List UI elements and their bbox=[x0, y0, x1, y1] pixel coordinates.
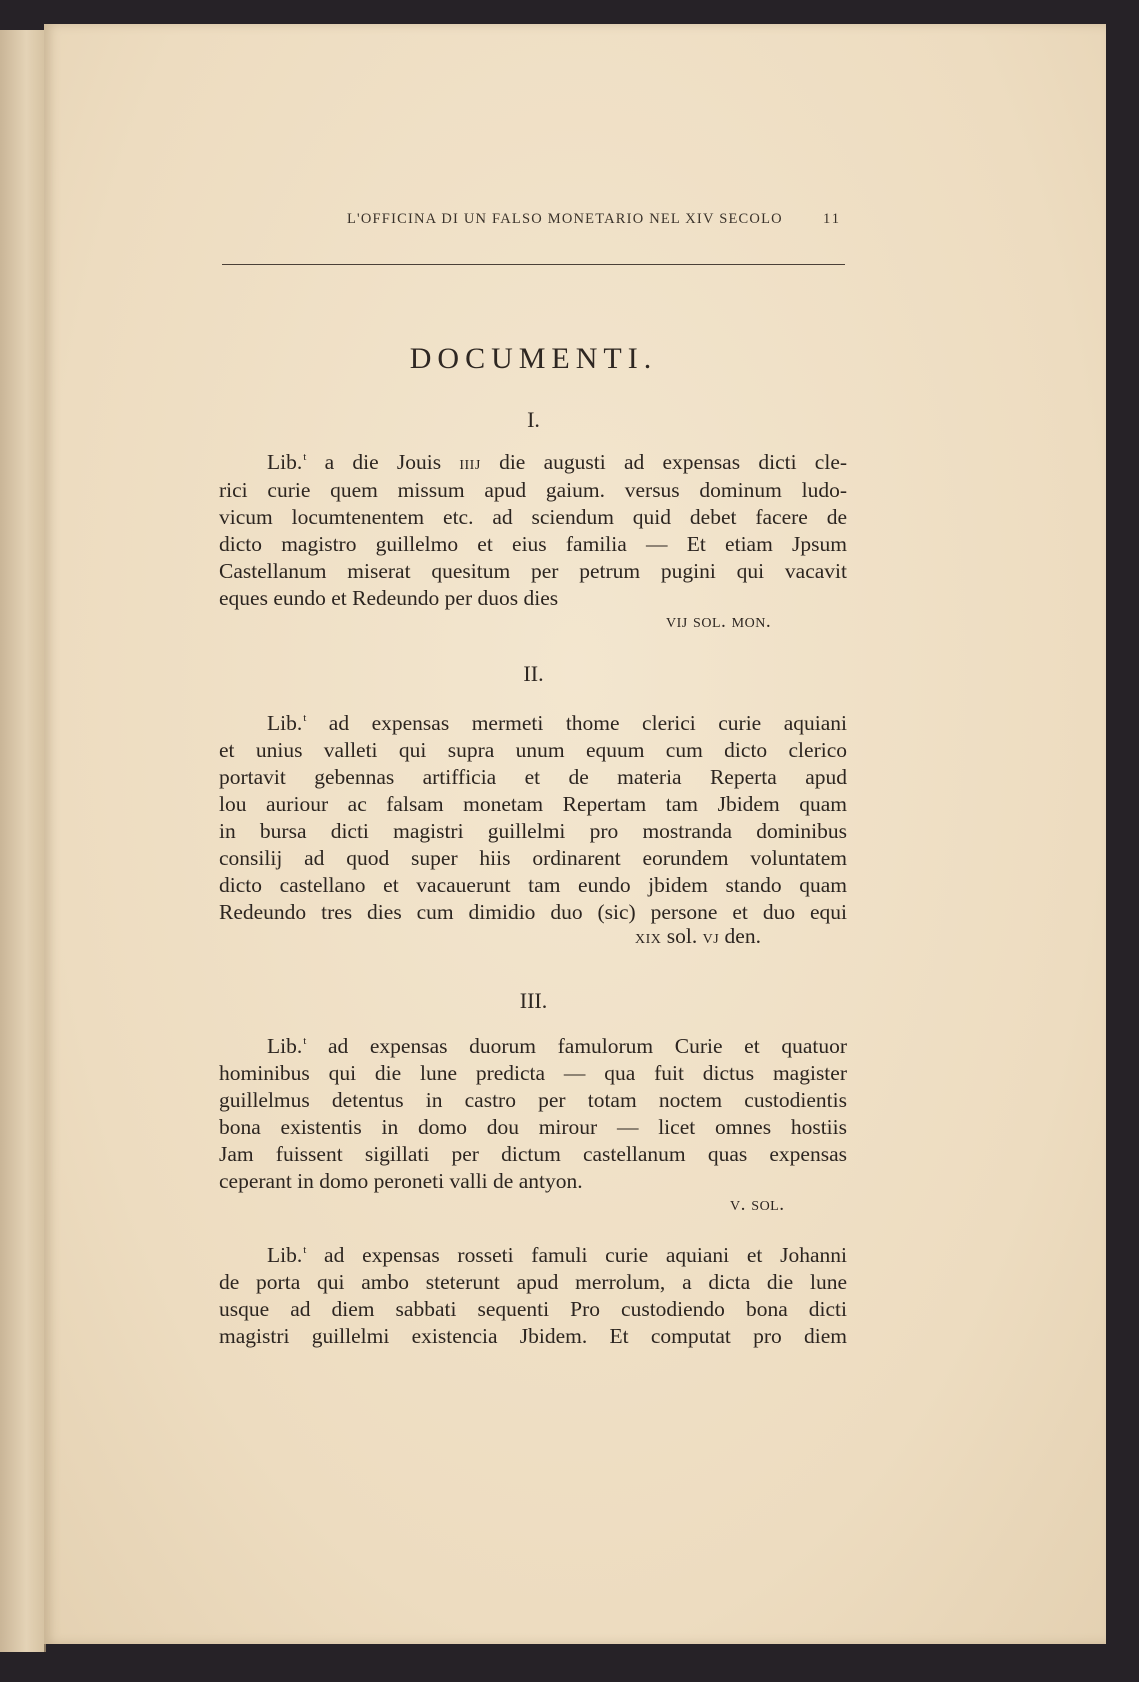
text-line: consilij ad quod super hiis ordinarent eorundem voluntatem bbox=[219, 846, 847, 870]
text-line: lou auriour ac falsam monetam Repertam tam Jbidem quam bbox=[219, 792, 847, 816]
text-fragment: die augusti ad expensas dicti cle- bbox=[499, 450, 848, 474]
document-3b-text bbox=[219, 1237, 847, 1350]
text-line: magistri guillelmi existencia Jbidem. Et computat pro diem bbox=[219, 1324, 847, 1348]
amount-text: vij sol. mon. bbox=[666, 611, 772, 632]
running-head-title: L'OFFICINA DI UN FALSO MONETARIO NEL XIV SECOLO bbox=[347, 211, 783, 227]
text-line: Jam fuissent sigillati per dictum castellanum quas expensas bbox=[219, 1142, 847, 1166]
text-line: guillelmus detentus in castro per totam noctem custodientis bbox=[219, 1088, 847, 1112]
text-line: in bursa dicti magistri guillelmi pro mostranda dominibus bbox=[219, 819, 847, 843]
text-fragment: ad expensas rosseti famuli curie aquiani et Johanni bbox=[324, 1243, 848, 1267]
text-fragment: a die Jouis bbox=[324, 450, 442, 474]
lib-abbrev: Lib. bbox=[267, 450, 303, 474]
text-line: vicum locumtenentem etc. ad sciendum quid debet facere de bbox=[219, 505, 847, 529]
roman-numeral: xix bbox=[635, 927, 662, 948]
text-line: ceperant in domo peroneti valli de antyon. bbox=[219, 1169, 583, 1193]
text-line: bona existentis in domo dou mirour — licet omnes hostiis bbox=[219, 1115, 847, 1139]
roman-numeral: iiij bbox=[459, 453, 481, 474]
document-1-text bbox=[219, 444, 847, 612]
lib-sup: t bbox=[303, 1035, 307, 1047]
text-line: de porta qui ambo steterunt apud merrolum, a dicta die lune bbox=[219, 1270, 847, 1294]
text-line: usque ad diem sabbati sequenti Pro custodiendo bona dicti bbox=[219, 1297, 847, 1321]
text-line bbox=[219, 1028, 847, 1060]
document-3-amount bbox=[730, 1191, 785, 1216]
document-numeral-2: II. bbox=[523, 661, 544, 686]
text-fragment: ad expensas duorum famulorum Curie et quatuor bbox=[327, 1034, 848, 1058]
document-2-text bbox=[219, 705, 847, 926]
text-line: dicto magistro guillelmo et eius familia — Et etiam Jpsum bbox=[219, 532, 847, 556]
document-numeral-1: I. bbox=[527, 407, 540, 432]
amount-text: v. sol. bbox=[730, 1194, 785, 1215]
text-line: portavit gebennas artifficia et de materia Reperta apud bbox=[219, 765, 847, 789]
roman-numeral: vj bbox=[702, 927, 720, 948]
text-line: Redeundo tres dies cum dimidio duo (sic) persone et duo equi bbox=[219, 900, 847, 924]
document-2-amount bbox=[635, 924, 761, 949]
header-rule bbox=[222, 264, 845, 265]
amount-text: sol. bbox=[666, 924, 698, 948]
lib-sup: t bbox=[303, 712, 307, 724]
document-1-amount bbox=[666, 608, 771, 633]
text-line: Castellanum miserat quesitum per petrum pugini qui vacavit bbox=[219, 559, 847, 583]
document-numeral-3: III. bbox=[519, 988, 548, 1013]
text-line bbox=[219, 705, 847, 737]
text-line bbox=[219, 444, 847, 477]
facing-page-edge bbox=[0, 30, 46, 1652]
text-line: dicto castellano et vacauerunt tam eundo jbidem stando quam bbox=[219, 873, 847, 897]
text-line: hominibus qui die lune predicta — qua fuit dictus magister bbox=[219, 1061, 847, 1085]
lib-sup: t bbox=[303, 451, 307, 463]
lib-sup: t bbox=[303, 1244, 307, 1256]
text-line bbox=[219, 1237, 847, 1269]
text-line: rici curie quem missum apud gaium. versus dominum ludo- bbox=[219, 478, 847, 502]
text-fragment: ad expensas mermeti thome clerici curie aquiani bbox=[328, 711, 847, 735]
page-number: 11 bbox=[823, 211, 841, 227]
amount-text: den. bbox=[724, 924, 761, 948]
text-line: eques eundo et Redeundo per duos dies bbox=[219, 586, 559, 610]
section-heading: DOCUMENTI. bbox=[409, 342, 658, 375]
text-line: et unius valleti qui supra unum equum cum dicto clerico bbox=[219, 738, 847, 762]
lib-abbrev: Lib. bbox=[267, 1243, 303, 1267]
lib-abbrev: Lib. bbox=[267, 1034, 303, 1058]
document-page bbox=[44, 24, 1106, 1644]
lib-abbrev: Lib. bbox=[267, 711, 303, 735]
document-3-text bbox=[219, 1028, 847, 1195]
